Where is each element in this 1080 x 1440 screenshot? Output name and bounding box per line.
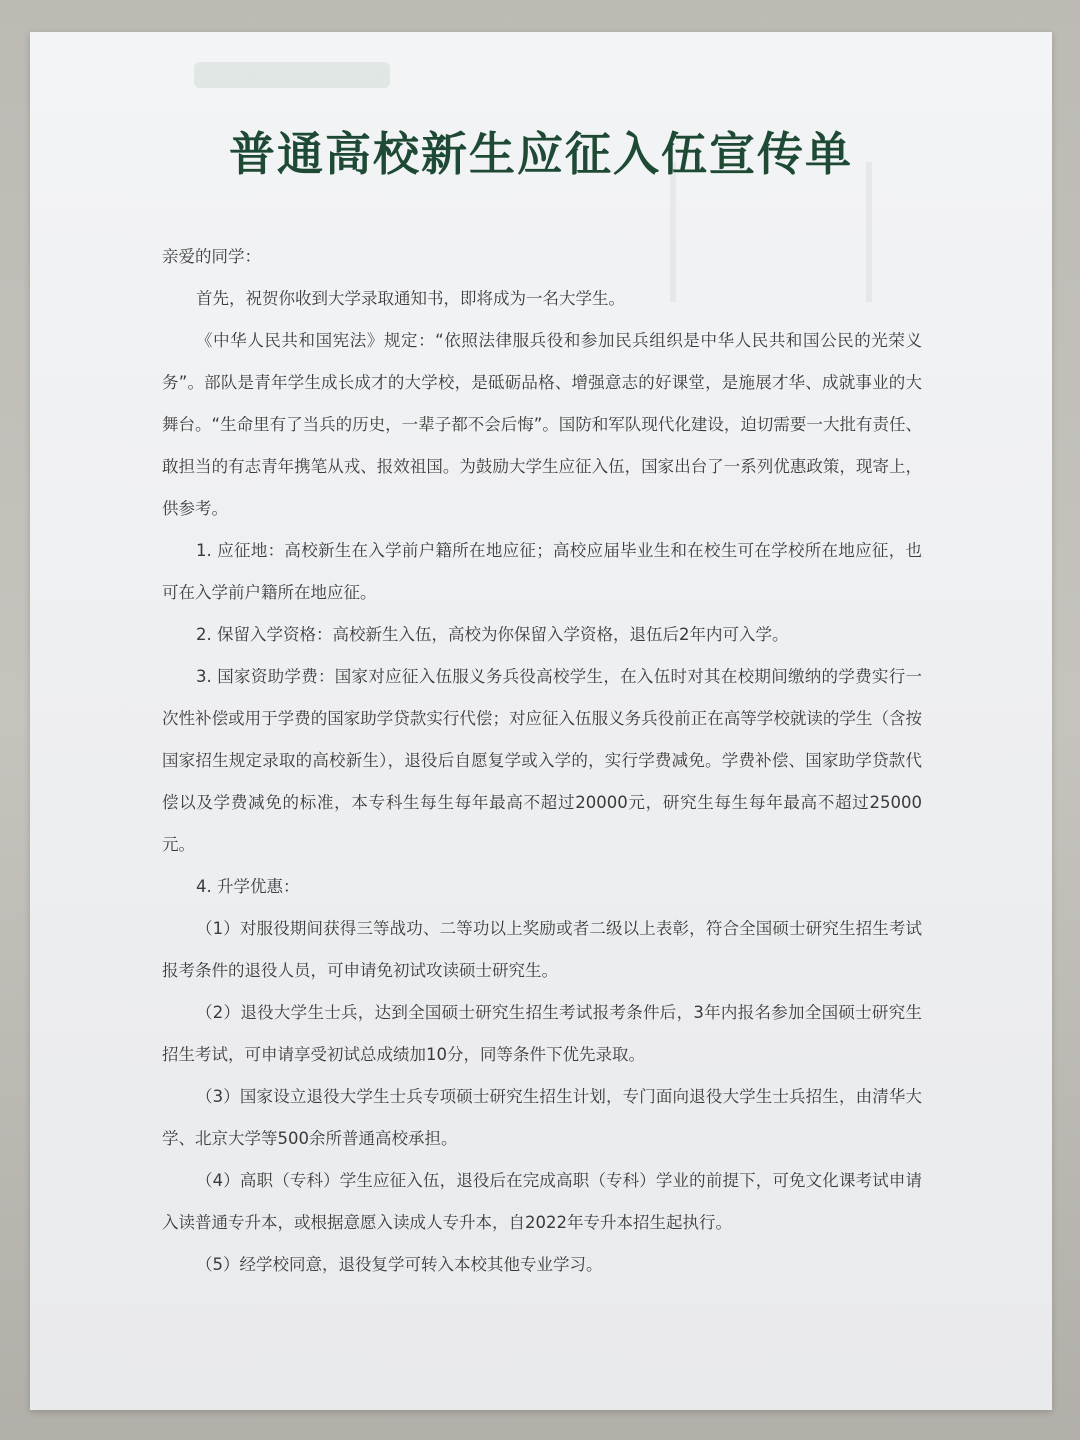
policy-further-study-heading: 4. 升学优惠：	[196, 877, 300, 896]
greeting: 亲爱的同学：	[162, 247, 261, 266]
paragraph-congrats: 首先，祝贺你收到大学录取通知书，即将成为一名大学生。	[196, 289, 625, 308]
document-body	[162, 236, 922, 1286]
further-study-item-5: （5）经学校同意，退役复学可转入本校其他专业学习。	[196, 1255, 603, 1274]
paragraph-constitution: 《中华人民共和国宪法》规定：“依照法律服兵役和参加民兵组织是中华人民共和国公民的光荣义务”。部队是青年学生成长成才的大学校，是砥砺品格、增强意志的好课堂，是施展才华、成就事业的大舞台。“生命里有了当兵的历史，一辈子都不会后悔”。国防和军队现代化建设，迫切需要一大批有责任、敢担当的有志青年携笔从戎、报效祖国。为鼓励大学生应征入伍，国家出台了一系列优惠政策，现寄上，供参考。	[162, 331, 922, 518]
further-study-item-4: （4）高职（专科）学生应征入伍，退役后在完成高职（专科）学业的前提下，可免文化课考试申请入读普通专升本，或根据意愿入读成人专升本，自2022年专升本招生起执行。	[162, 1171, 922, 1232]
further-study-item-3: （3）国家设立退役大学生士兵专项硕士研究生招生计划，专门面向退役大学生士兵招生，由清华大学、北京大学等500余所普通高校承担。	[162, 1087, 922, 1148]
page-title: 普通高校新生应征入伍宣传单	[229, 127, 853, 181]
bleed-through-tab	[194, 62, 390, 88]
policy-keep-admission: 2. 保留入学资格：高校新生入伍，高校为你保留入学资格，退伍后2年内可入学。	[196, 625, 789, 644]
flyer-sheet	[30, 32, 1052, 1410]
policy-tuition-aid: 3. 国家资助学费：国家对应征入伍服义务兵役高校学生，在入伍时对其在校期间缴纳的学费实行一次性补偿或用于学费的国家助学贷款实行代偿；对应征入伍服义务兵役前正在高等学校就读的学生（含按国家招生规定录取的高校新生），退役后自愿复学或入学的，实行学费减免。学费补偿、国家助学贷款代偿以及学费减免的标准，本专科生每生每年最高不超过20000元，研究生每生每年最高不超过25000元。	[162, 667, 922, 854]
further-study-item-2: （2）退役大学生士兵，达到全国硕士研究生招生考试报考条件后，3年内报名参加全国硕士研究生招生考试，可申请享受初试总成绩加10分，同等条件下优先录取。	[162, 1003, 922, 1064]
policy-enlistment-location: 1. 应征地：高校新生在入学前户籍所在地应征；高校应届毕业生和在校生可在学校所在地应征，也可在入学前户籍所在地应征。	[162, 541, 922, 602]
further-study-item-1: （1）对服役期间获得三等战功、二等功以上奖励或者二级以上表彰，符合全国硕士研究生招生考试报考条件的退役人员，可申请免初试攻读硕士研究生。	[162, 919, 922, 980]
